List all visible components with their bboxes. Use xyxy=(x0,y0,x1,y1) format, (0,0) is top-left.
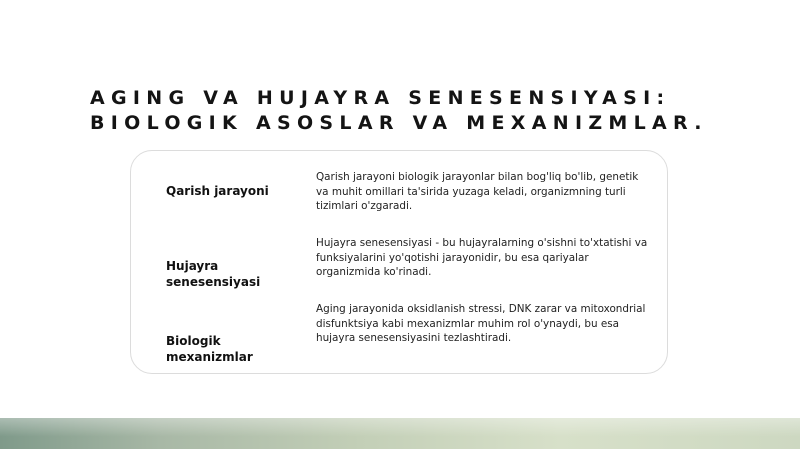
footer-gradient-band xyxy=(0,418,800,449)
term-qarish-jarayoni: Qarish jarayoni xyxy=(166,184,269,198)
term-hujayra-senesensiyasi: Hujayra senesensiyasi xyxy=(166,259,261,289)
footer-gradient-shade xyxy=(0,418,800,449)
description-qarish-jarayoni: Qarish jarayoni biologik jarayonlar bilan bog'liq bo'lib, genetik va muhit omillari ta'sirida yuzaga keladi, organizmning turli tizimlari o'zgaradi. xyxy=(316,171,639,213)
term-biologik-mexanizmlar: Biologik mexanizmlar xyxy=(166,334,253,364)
description-biologik-mexanizmlar: Aging jarayonida oksidlanish stressi, DNK zarar va mitoxondrial disfunktsiya kabi mexanizmlar muhim rol o'ynaydi, bu esa hujayra senesensiyasini tezlashtiradi. xyxy=(316,303,646,345)
description-hujayra-senesensiyasi: Hujayra senesensiyasi - bu hujayralarning o'sishni to'xtatishi va funksiyalarini yo'qotishi jarayonidir, bu esa qariyalar organizmida ko'rinadi. xyxy=(316,237,648,279)
slide-title-line-2: BIOLOGIK ASOSLAR VA MEXANIZMLAR. xyxy=(90,112,708,134)
slide-title-line-1: AGING VA HUJAYRA SENESENSIYASI: xyxy=(90,87,671,109)
slide-title xyxy=(90,86,708,136)
